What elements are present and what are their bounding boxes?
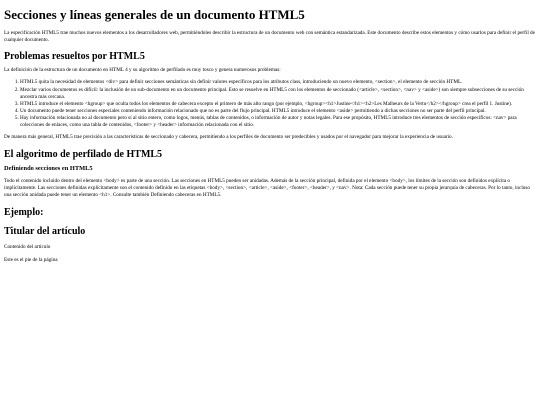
- algorithm-paragraph: Todo el contenido incluido dentro del elemento <body> es parte de una sección. Las secciones en HTML5 pueden ser anidadas. Además de la sección principal, definida por el elemento <body>, los límites de la sección son definidos explícita o implícitamente. Las secciones definidas explícitamente son el contenido definido en las etiquetas <body>, <section>, <article>, <aside>, <footer>, <header>, y <nav>. Nota: Cada sección puede tener su propia jerarquía de cabeceras. Por lo tanto, incluso una sección anidada puede tener un elemento <h1>. Consulte también Definiendo cabeceras en HTML5.: [4, 177, 530, 198]
- algorithm-heading: El algoritmo de perfilado de HTML5: [4, 148, 163, 160]
- problems-list-item: 2. Mezclar varios documentos es difícil: la inclusión de un sub-documento en un documento principal. Esto se resuelve en HTML5 con los elementos de seccionado (<article>, <section>, <nav> y <aside>) son siempre subsecciones de su sección ancestra más cercana.: [20, 87, 536, 101]
- problems-list-item: 1. HTML5 quita la necesidad de elementos <div> para definir secciones semánticas sin definir valores específicos para los atributos class, introduciendo un nuevo elemento, <section>, el elemento de sección HTML.: [20, 79, 536, 86]
- problems-list-item: 4. Un documento puede tener secciones especiales conteniendo información relacionado que no es parte del flujo principal. HTML5 introduce el elemento <aside> permitiendo a dichas secciones no ser parte del perfil principal.: [20, 108, 536, 115]
- page-title: Secciones y líneas generales de un documento HTML5: [4, 7, 305, 22]
- problems-intro-paragraph: La definición de la estructura de un documento en HTML 4 y su algoritmo de perfilado es muy tosco y genera numerosos problemas:: [4, 67, 281, 74]
- problems-list-item: 5. Hay información relacionada no al documento pero sí al sitio entero, como logos, menús, tablas de contenidos, o información de autor y notas legales. Para ese propósito, HTML5 introduce tres elementos de sección específicos: <nav> para colecciones de enlaces, como una tabla de contenidos, <footer> y <header> información relacionada con el sitio.: [20, 115, 536, 129]
- problems-list: [4, 79, 536, 128]
- problems-heading: Problemas resueltos por HTML5: [4, 50, 145, 62]
- problems-list-item: 3. HTML5 introduce el elemento <hgroup> que oculta todos los elementos de cabecera excepto el primero de más alto rango (por ejemplo, <hgroup><h1>Justine</h1><h2>Les Malheurs de la Vertu</h2></hgroup> crea el perfil 1. Justine).: [20, 101, 536, 108]
- problems-conclusion-paragraph: De manera más general, HTML5 trae precisión a las características de seccionado y cabecera, permitiendo a los perfiles de documento ser predecibles y usados por el navegador para mejorar la experiencia de usuario.: [4, 133, 453, 140]
- article-content: Contenido del artículo: [4, 243, 51, 250]
- defining-sections-subheading: Definiendo secciones en HTML5: [4, 165, 93, 173]
- example-heading: Ejemplo:: [4, 206, 44, 218]
- intro-paragraph: La especificación HTML5 trae muchos nuevos elementos a los desarrolladores web, permitiéndoles describir la estructura de un documento web con semántica estandarizada. Este documento describe estos elementos y cómo usarlos para definir el perfil de cualquier documento.: [4, 29, 535, 43]
- article-title: Titular del artículo: [4, 226, 86, 238]
- page-footer-text: Este es el pie de la página: [4, 256, 58, 263]
